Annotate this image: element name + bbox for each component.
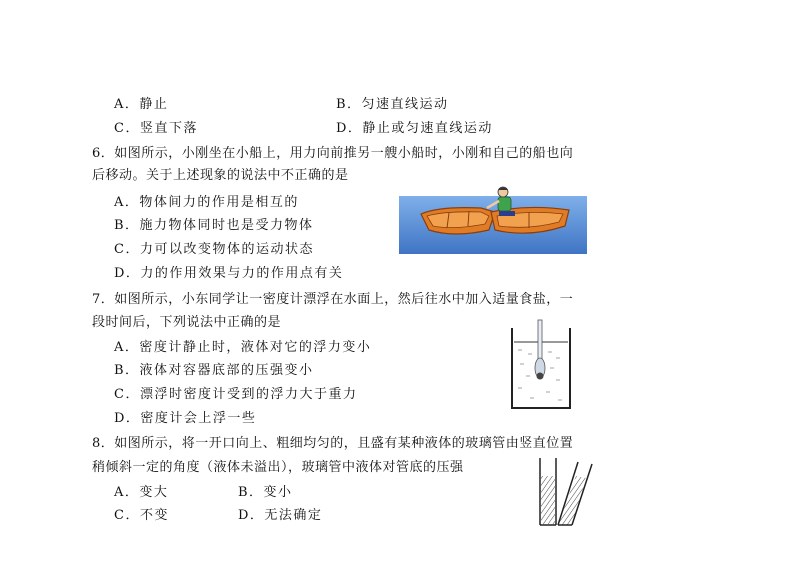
q8-option-c: C．不变 bbox=[114, 508, 169, 523]
q7-stem-line1: 7．如图所示，小东同学让一密度计漂浮在水面上，然后往水中加入适量食盐，一 bbox=[92, 292, 574, 307]
q7-stem-line2: 段时间后，下列说法中正确的是 bbox=[92, 315, 282, 330]
vertical-tube bbox=[540, 458, 556, 525]
q8-option-d: D．无法确定 bbox=[238, 508, 323, 523]
q5-option-b: B．匀速直线运动 bbox=[336, 97, 449, 112]
q8-option-a: A．变大 bbox=[114, 485, 169, 500]
q6-option-a: A．物体间力的作用是相互的 bbox=[114, 195, 299, 210]
q6-option-b: B．施力物体同时也是受力物体 bbox=[114, 218, 314, 233]
q8-stem-line2: 稍倾斜一定的角度（液体未溢出），玻璃管中液体对管底的压强 bbox=[92, 460, 464, 475]
q6-option-d: D．力的作用效果与力的作用点有关 bbox=[114, 266, 344, 281]
q6-option-c: C．力可以改变物体的运动状态 bbox=[114, 242, 314, 257]
q6-stem-line1: 6．如图所示，小刚坐在小船上，用力向前推另一艘小船时，小刚和自己的船也向 bbox=[92, 146, 574, 161]
left-boat bbox=[421, 208, 495, 234]
q7-option-b: B．液体对容器底部的压强变小 bbox=[114, 363, 314, 378]
q7-option-d: D．密度计会上浮一些 bbox=[114, 411, 257, 426]
tilted-tube bbox=[558, 462, 592, 525]
q5-option-a: A．静止 bbox=[114, 97, 169, 112]
glass-tube-figure bbox=[532, 456, 594, 528]
q6-stem-line2: 后移动。关于上述现象的说法中不正确的是 bbox=[92, 168, 349, 183]
q8-option-b: B．变小 bbox=[238, 485, 293, 500]
q5-option-c: C．竖直下落 bbox=[114, 121, 198, 136]
q7-option-c: C．漂浮时密度计受到的浮力大于重力 bbox=[114, 387, 358, 402]
q5-option-d: D．静止或匀速直线运动 bbox=[336, 121, 493, 136]
q7-option-a: A．密度计静止时，液体对它的浮力变小 bbox=[114, 340, 372, 355]
hydrometer-figure bbox=[508, 318, 572, 410]
boat-figure bbox=[399, 186, 587, 254]
q8-stem-line1: 8．如图所示，将一开口向上、粗细均匀的，且盛有某种液体的玻璃管由竖直位置 bbox=[92, 436, 574, 451]
